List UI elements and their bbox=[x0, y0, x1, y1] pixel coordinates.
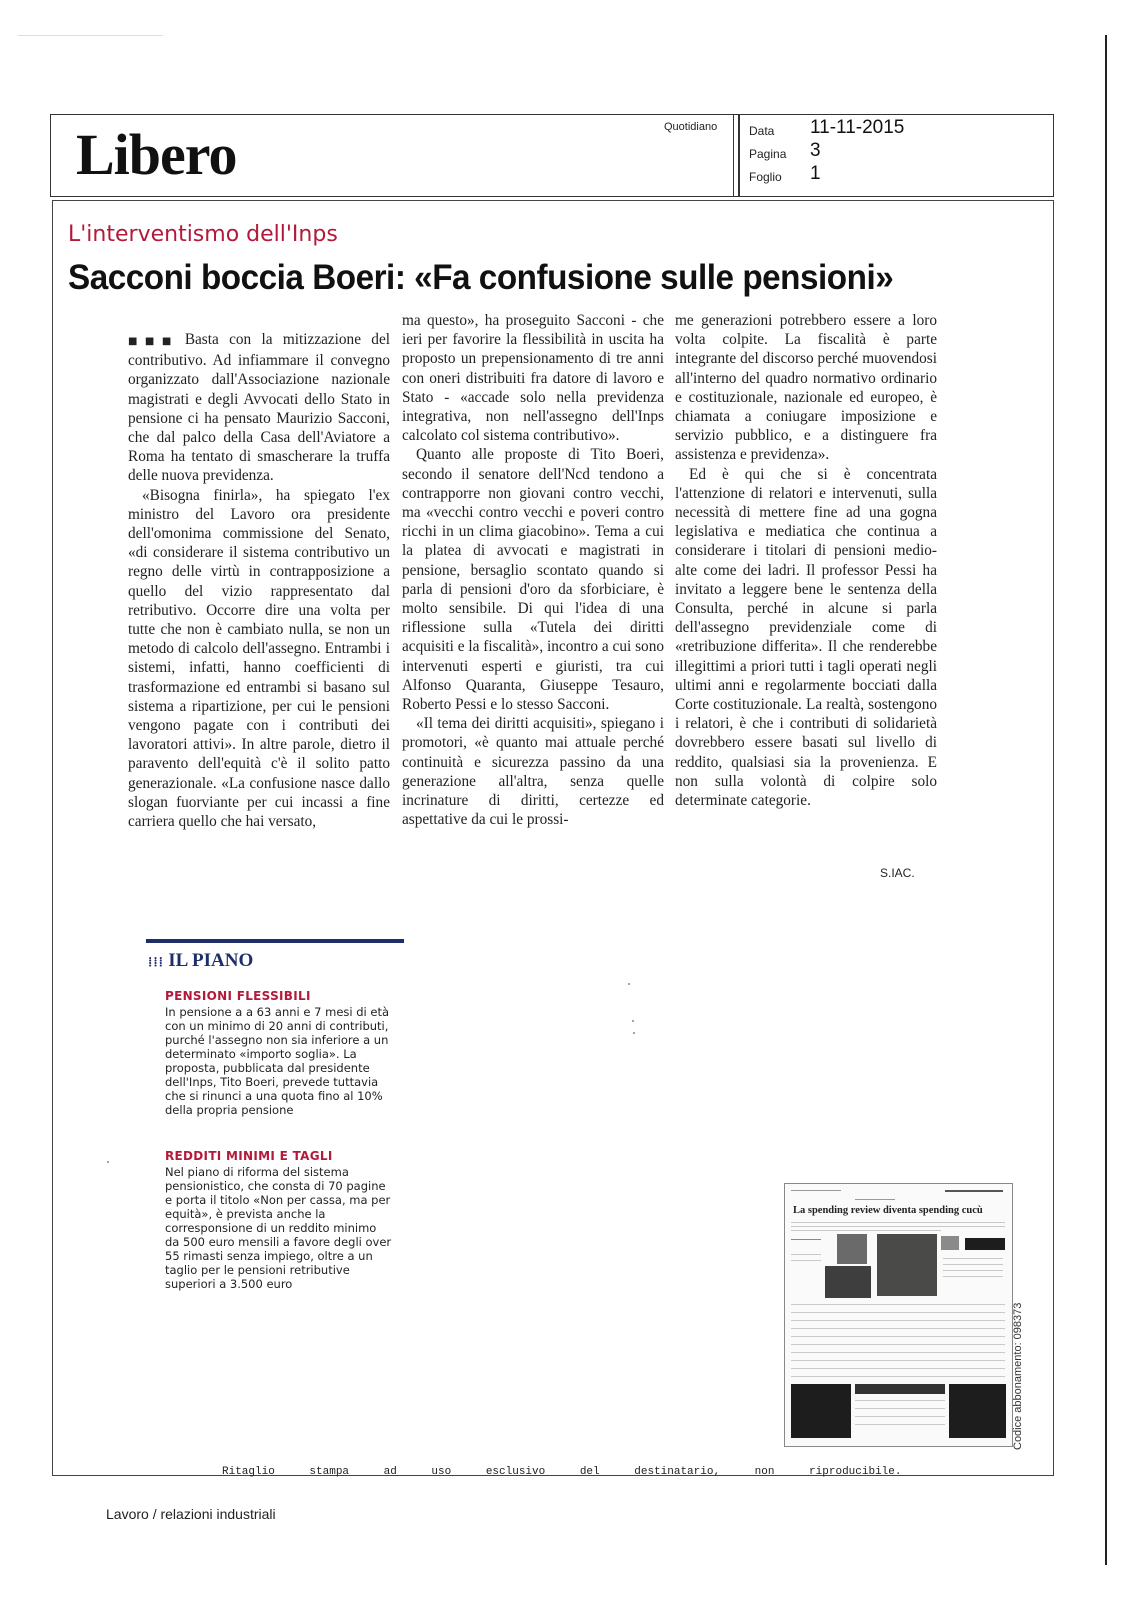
thumb-photo bbox=[877, 1234, 937, 1296]
thumb-line bbox=[791, 1304, 1005, 1305]
thumb-line bbox=[791, 1226, 1005, 1227]
publication-type: Quotidiano bbox=[664, 121, 718, 133]
thumb-line bbox=[791, 1344, 1005, 1345]
paragraph: Ed è qui che si è concentrata l'attenzione di relatori e intervenuti, sulla necessità di mettere fine ad una gogna legislativa e mediatica che continua a considerare i titolari di pensioni medio-alte come dei ladri. Il professor Pessi ha invitato a leggere bene le sentenza della Consulta, perché in alcune si parla dell'assegno previdenziale come di «retribuzione differita». Il che renderebbe illegittimi a priori tutti i tagli operati negli ultimi anni e regolarmente bocciati dalla Corte costituzionale. La realtà, sostengono i relatori, è che i contributi di solidarietà dovrebbero essere basati sul livello di reddito, qualsiasi sia la provenienza. E non sulla volontà di colpire solo determinate categorie. bbox=[675, 465, 937, 810]
page-thumbnail bbox=[784, 1183, 1013, 1447]
thumb-headline: La spending review diventa spending cucù bbox=[793, 1205, 983, 1216]
pagina-label: Pagina bbox=[749, 147, 787, 161]
thumb-box bbox=[965, 1238, 1005, 1250]
thumb-line bbox=[791, 1190, 841, 1191]
thumb-photo bbox=[837, 1234, 867, 1264]
thumb-line bbox=[791, 1312, 1005, 1313]
data-label: Data bbox=[749, 124, 775, 138]
ritaglio-notice: Ritaglio stampa ad uso esclusivo del destinatario, non riproducibile. bbox=[222, 1466, 902, 1478]
data-value: 11-11-2015 bbox=[810, 117, 905, 138]
thumb-line bbox=[791, 1360, 1005, 1361]
piano-heading-1: PENSIONI FLESSIBILI bbox=[165, 989, 311, 1003]
thumb-line bbox=[943, 1270, 1003, 1271]
paragraph: me generazioni potrebbero essere a loro volta colpite. La fiscalità è parte integrante del discorso perché muovendosi all'interno del quadro normativo ordinario e costituzionale, nazionale ed europeo, è chiamata a coniugare imposizione e servizio pubblico, e a distinguere fra assistenza e previdenza». bbox=[675, 312, 937, 464]
paragraph: «Il tema dei diritti acquisiti», spiegano i promotori, «è quanto mai attuale perché continuità e sicurezza passino da una generazione all'altra, senza quelle incrinature di diritti, certezze ed aspettative da cui le prossi- bbox=[402, 715, 664, 829]
thumb-line bbox=[791, 1320, 1005, 1321]
piano-rule bbox=[146, 939, 404, 943]
thumb-line bbox=[855, 1416, 945, 1417]
paragraph: «Bisogna finirla», ha spiegato l'ex ministro del Lavoro ora presidente dell'omonima commissione del Senato, «di considerare il sistema contributivo un regno delle virtù in contrapposizione a quello del vizio rappresentato dal retributivo. Occorre dire una volta per tutte che non è cambiato nulla, se non un metodo di calcolo dell'assegno. Entrambi i sistemi, infatti, hanno coefficienti di trasformazione ed entrambi si basano sul sistema a ripartizione, per cui le pensioni vengono pagate con i contributi dei lavoratori attivi». In altre parole, dietro il paravento dell'equità c'è il solito patto generazionale. «La confusione nasce dallo slogan fuorviante per cui incassi a fine carriera quello che hai versato, bbox=[128, 486, 390, 831]
grid-dots-icon: ⁞⁞⁞ bbox=[148, 954, 169, 969]
paragraph: ma questo», ha proseguito Sacconi - che ieri per favorire la flessibilità in uscita ha proposto un prepensionamento di tre anni con oneri distribuiti fra datore di lavoro e Stato - «accade solo nella previdenza integrativa, non nell'assegno dell'Inps calcolato col sistema contributivo». bbox=[402, 312, 664, 445]
pagina-value: 3 bbox=[810, 140, 821, 161]
thumb-dark-block bbox=[949, 1384, 1006, 1438]
bullet-squares-icon: ■■■ bbox=[128, 336, 179, 347]
thumb-line bbox=[791, 1254, 821, 1255]
scan-speck bbox=[633, 1032, 635, 1034]
newspaper-logo: Libero bbox=[76, 122, 237, 187]
thumb-line bbox=[791, 1239, 821, 1240]
piano-title bbox=[148, 950, 253, 972]
article-kicker: L'interventismo dell'Inps bbox=[68, 222, 338, 247]
scan-speck bbox=[628, 983, 630, 985]
meta-divider bbox=[733, 114, 734, 197]
thumb-line bbox=[943, 1258, 1003, 1259]
paragraph bbox=[128, 330, 390, 486]
thumb-line bbox=[791, 1222, 1005, 1223]
paragraph-text: Basta con la mitizzazione del contributivo. Ad infiammare il convegno organizzato dall'Associazione nazionale magistrati e degli Avvocati dello Stato in pensione ci ha pensato Maurizio Sacconi, che dal palco della Casa dell'Aviatore a Roma ha tentato di smascherare la truffa delle nuova previdenza. bbox=[128, 331, 390, 485]
thumb-line bbox=[791, 1368, 1005, 1369]
thumb-line bbox=[791, 1376, 1005, 1377]
piano-title-text: IL PIANO bbox=[168, 950, 254, 971]
foglio-label: Foglio bbox=[749, 170, 782, 184]
thumb-line bbox=[855, 1408, 945, 1409]
thumb-line bbox=[791, 1230, 941, 1231]
author-signature: S.IAC. bbox=[880, 866, 915, 880]
thumb-line bbox=[943, 1264, 1003, 1265]
scan-edge bbox=[18, 35, 163, 36]
thumb-photo bbox=[825, 1266, 871, 1298]
thumb-line bbox=[855, 1199, 895, 1200]
section-footer: Lavoro / relazioni industriali bbox=[106, 1506, 276, 1522]
foglio-value: 1 bbox=[810, 163, 821, 184]
thumb-line bbox=[791, 1336, 1005, 1337]
article-column-2 bbox=[402, 311, 664, 829]
thumb-line bbox=[791, 1328, 1005, 1329]
thumb-line bbox=[945, 1190, 1003, 1192]
piano-heading-2: REDDITI MINIMI E TAGLI bbox=[165, 1149, 333, 1163]
thumb-line bbox=[855, 1400, 945, 1401]
scan-speck bbox=[107, 1161, 109, 1163]
thumb-dark-block bbox=[791, 1384, 851, 1438]
codice-abbonamento: Codice abbonamento: 098373 bbox=[1012, 1302, 1024, 1450]
article-title: Sacconi boccia Boeri: «Fa confusione sulle pensioni» bbox=[68, 258, 894, 297]
article-column-3 bbox=[675, 311, 937, 810]
article-column-1 bbox=[128, 330, 390, 831]
piano-text-1: In pensione a a 63 anni e 7 mesi di età con un minimo di 20 anni di contributi, purché l'assegno non sia inferiore a un determinato «importo soglia». La proposta, pubblicata dal presidente dell'Inps, Tito Boeri, prevede tuttavia che si rinunci a una quota fino al 10% della propria pensione bbox=[165, 1005, 390, 1117]
thumb-line bbox=[791, 1352, 1005, 1353]
thumb-photo bbox=[941, 1236, 959, 1250]
piano-text-2: Nel piano di riforma del sistema pensionistico, che consta di 70 pagine e porta il titolo «Non per cassa, ma per equità», è prevista anche la corresponsione di un reddito minimo da 500 euro mensili a favore degli over 55 rimasti senza impiego, oltre a un taglio per le pensioni retributive superiori a 3.500 euro bbox=[165, 1165, 392, 1291]
thumb-dark-block bbox=[855, 1384, 945, 1394]
paragraph: Quanto alle proposte di Tito Boeri, secondo il senatore dell'Ncd tendono a contrapporre non giovani contro vecchi, ma «vecchi contro vecchi e poveri contro ricchi in un clima giacobino». Tema a cui la platea di avvocati e magistrati in pensione, bersaglio scontato quando si parla di pensioni d'oro da sforbiciare, è molto sensibile. Di qui l'idea di una riflessione sulla «Tutela dei diritti acquisiti e la fiscalità», incontro a cui sono intervenuti esperti e giuristi, tra cui Alfonso Quaranta, Giuseppe Tesauro, Roberto Pessi e lo stesso Sacconi. bbox=[402, 446, 664, 714]
thumb-line bbox=[791, 1260, 821, 1261]
thumb-line bbox=[943, 1276, 1003, 1277]
page-border-right bbox=[1105, 35, 1107, 1565]
thumb-line bbox=[855, 1424, 945, 1425]
scan-speck bbox=[632, 1020, 634, 1022]
